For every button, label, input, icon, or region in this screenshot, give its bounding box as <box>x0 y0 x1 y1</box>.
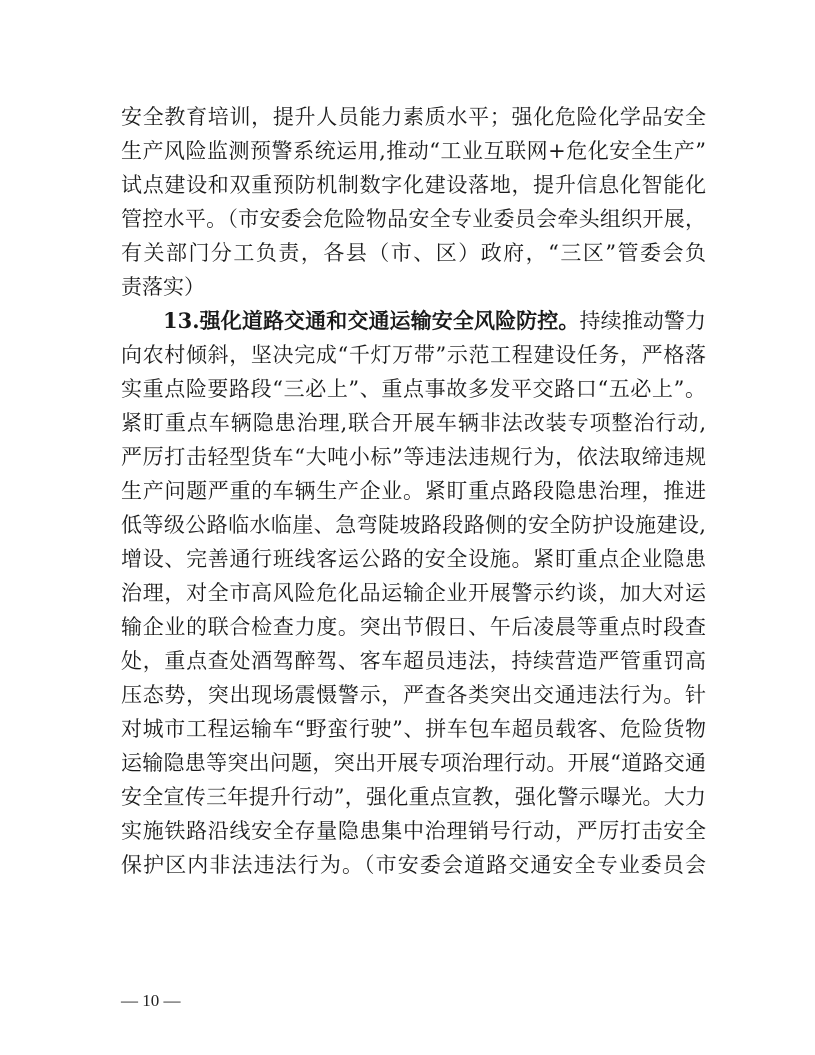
text-line: 对城市工程运输车“野蛮行驶”、拼车包车超员载客、危险货物 <box>121 717 706 741</box>
paragraph-1 <box>121 102 706 302</box>
section-heading: 13.强化道路交通和交通运输安全风险防控。 <box>163 308 580 333</box>
text-line: 管控水平。（市安委会危险物品安全专业委员会牵头组织开展， <box>121 207 706 231</box>
text-line: 试点建设和双重预防机制数字化建设落地，提升信息化智能化 <box>121 173 706 197</box>
text-line: 安全教育培训，提升人员能力素质水平；强化危险化学品安全 <box>121 105 706 129</box>
text-line-first <box>121 306 706 336</box>
text-line: 治理，对全市高风险危化品运输企业开展警示约谈，加大对运 <box>121 581 706 605</box>
heading-line-rest: 持续推动警力 <box>579 309 706 333</box>
body-text <box>121 102 706 884</box>
text-line: 低等级公路临水临崖、急弯陡坡路段路侧的安全防护设施建设, <box>121 513 706 537</box>
text-line: 增设、完善通行班线客运公路的安全设施。紧盯重点企业隐患 <box>121 547 706 571</box>
text-line: 有关部门分工负责，各县（市、区）政府，“三区”管委会负 <box>121 241 706 265</box>
text-line: 安全宣传三年提升行动”，强化重点宣教，强化警示曝光。大力 <box>121 785 706 809</box>
text-line: 实施铁路沿线安全存量隐患集中治理销号行动，严厉打击安全 <box>121 819 706 843</box>
text-line: 生产问题严重的车辆生产企业。紧盯重点路段隐患治理，推进 <box>121 479 706 503</box>
text-line: 责落实） <box>121 275 205 299</box>
text-line: 严厉打击轻型货车“大吨小标”等违法违规行为，依法取缔违规 <box>121 445 706 469</box>
text-line: 生产风险监测预警系统运用,推动“工业互联网+危化安全生产” <box>121 139 706 163</box>
text-line: 向农村倾斜，坚决完成“千灯万带”示范工程建设任务，严格落 <box>121 343 706 367</box>
text-line: 实重点险要路段“三必上”、重点事故多发平交路口“五必上”。 <box>121 377 706 401</box>
text-line: 压态势，突出现场震慑警示，严查各类突出交通违法行为。针 <box>121 683 706 707</box>
text-line: 紧盯重点车辆隐患治理,联合开展车辆非法改装专项整治行动, <box>121 411 706 435</box>
text-line: 保护区内非法违法行为。（市安委会道路交通安全专业委员会 <box>121 853 706 877</box>
paragraph-2 <box>121 306 706 880</box>
page-number: — 10 — <box>121 991 181 1010</box>
text-line: 输企业的联合检查力度。突出节假日、午后凌晨等重点时段查 <box>121 615 706 639</box>
text-line: 处，重点查处酒驾醉驾、客车超员违法，持续营造严管重罚高 <box>121 649 706 673</box>
text-line: 运输隐患等突出问题，突出开展专项治理行动。开展“道路交通 <box>121 751 706 775</box>
